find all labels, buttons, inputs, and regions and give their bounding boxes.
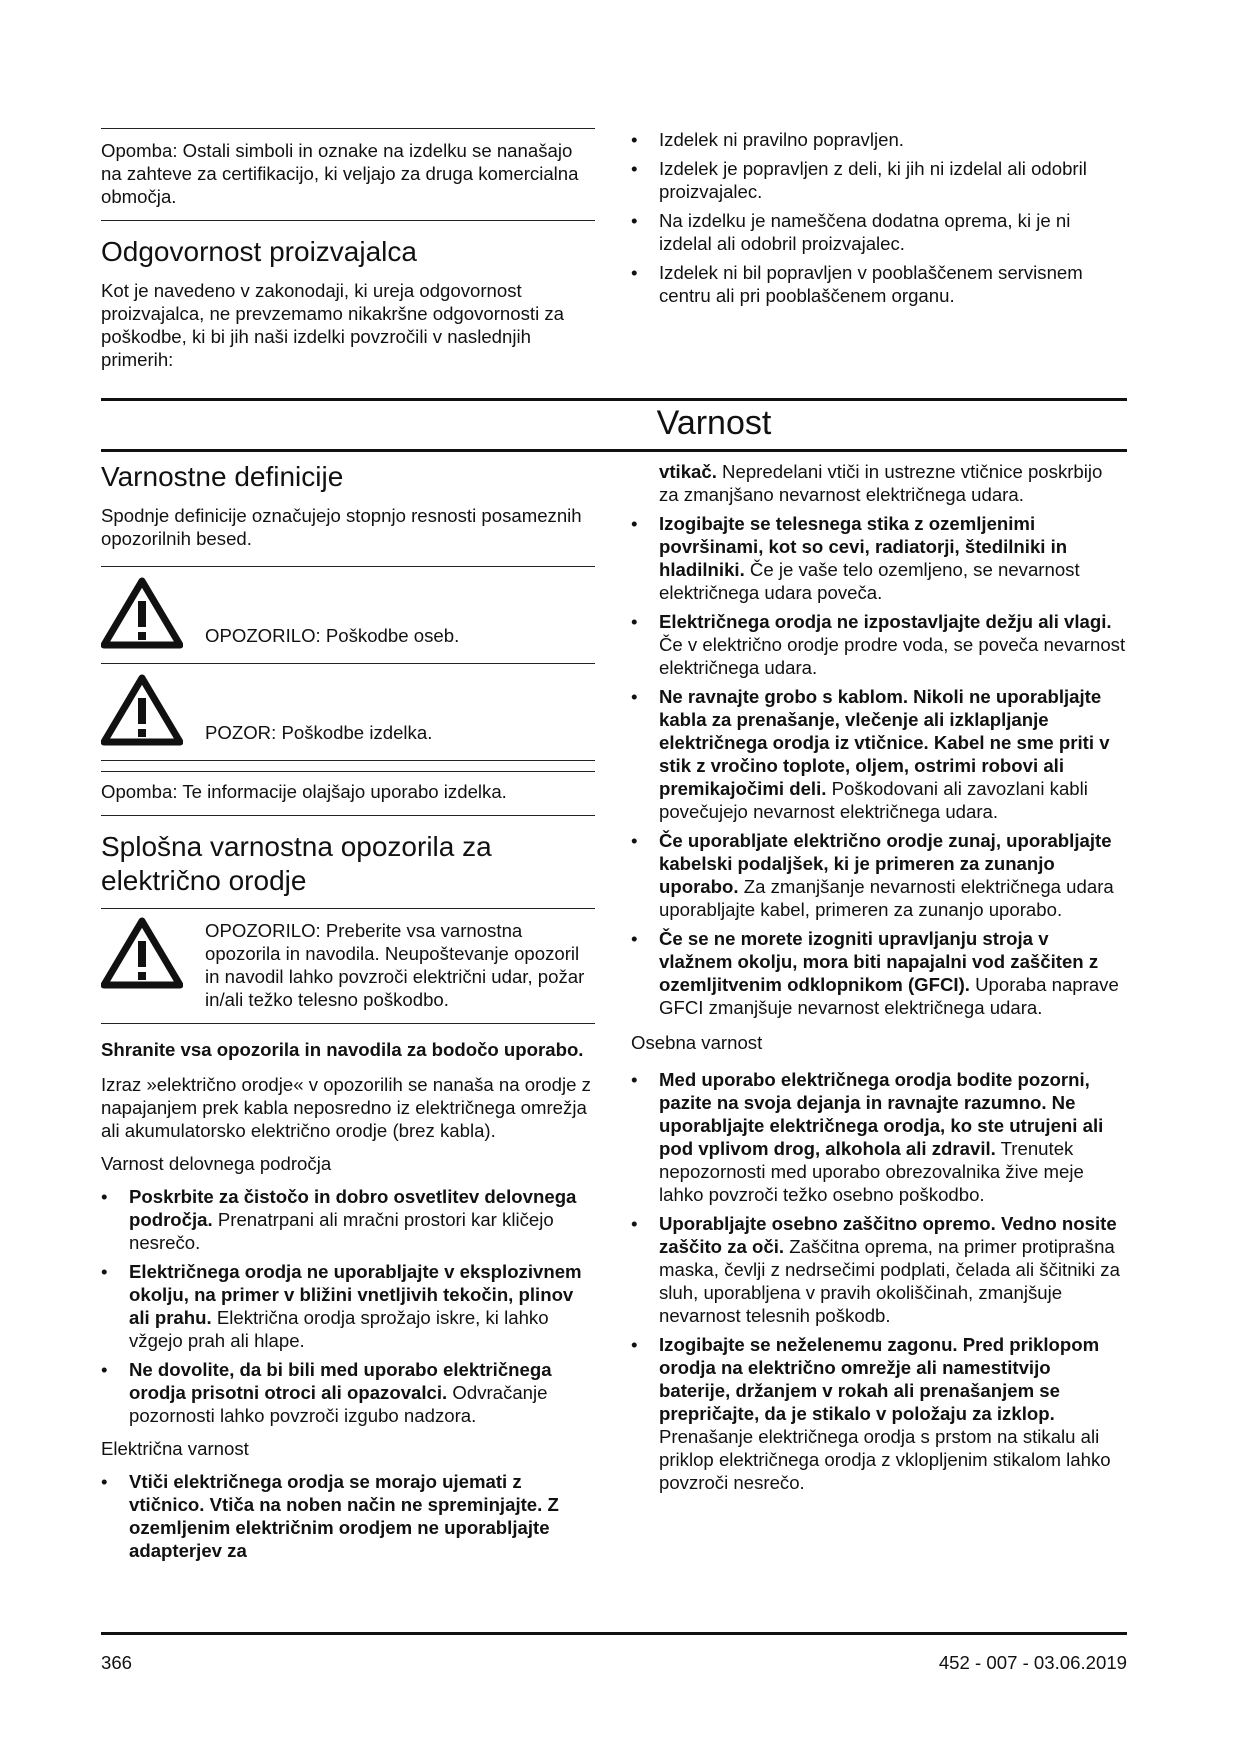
manufacturer-liability-heading: Odgovornost proizvajalca <box>101 236 417 267</box>
general-safety-heading: Splošna varnostna opozorila za električno orodje <box>101 831 492 896</box>
electrical-safety-list-start <box>101 1470 595 1562</box>
work-area-list <box>101 1185 595 1427</box>
footer-rule <box>101 1632 1127 1635</box>
list-item: • Električnega orodja ne izpostavljajte dežju ali vlagi. Če v električno orodje prodre voda, se poveča nevarnost električnega udara. <box>631 610 1127 679</box>
note-label: Opomba: <box>101 140 178 161</box>
certification-note-text: Opomba: Ostali simboli in oznake na izdelku se nanašajo na zahteve za certifikacijo, ki veljajo za druga komercialna območja. <box>101 140 579 207</box>
electrical-safety-heading: Električna varnost <box>101 1438 249 1459</box>
safety-definitions-heading: Varnostne definicije <box>101 461 344 492</box>
keep-instructions-text: Shranite vsa opozorila in navodila za bodočo uporabo. <box>101 1039 584 1060</box>
right-column <box>631 460 1127 1500</box>
list-item: • Če uporabljate električno orodje zunaj, uporabljajte kabelski podaljšek, ki je primeren za zunanjo uporabo. Za zmanjšanje nevarnosti električnega udara uporabljajte kabel, primeren za zunanjo uporabo. <box>631 829 1127 921</box>
warning-triangle-icon <box>101 674 183 746</box>
list-item: • Ne ravnajte grobo s kablom. Nikoli ne uporabljajte kabla za prenašanje, vlečenje ali izklapljanje električnega orodja iz vtičnice. Kabel ne sme priti v stik z vročino toplote, oljem, ostrimi robovi ali premikajočimi deli. Poškodovani ali zavozlani kabli povečujejo nevarnost električnega udara. <box>631 685 1127 823</box>
section-banner <box>101 398 1127 452</box>
usage-note <box>101 771 595 816</box>
safety-definitions-paragraph: Spodnje definicije označujejo stopnjo resnosti posameznih opozorilnih besed. <box>101 505 582 549</box>
list-item: • Izogibajte se telesnega stika z ozemljenimi površinami, kot so cevi, radiatorji, štedilniki in hladilniki. Če je vaše telo ozemljeno, se nevarnost električnega udara poveča. <box>631 512 1127 604</box>
warning-triangle-icon <box>101 577 183 649</box>
list-item: • Izdelek ni pravilno popravljen. <box>631 128 1127 151</box>
read-instructions-text: OPOZORILO: Preberite vsa varnostna opozorila in navodila. Neupoštevanje opozoril in navodil lahko povzroči električni udar, požar in/ali težko telesno poškodbo. <box>205 920 585 1010</box>
certification-note <box>101 128 595 221</box>
warning-definition <box>101 566 595 664</box>
list-item: • Ne dovolite, da bi bili med uporabo električnega orodja prisotni otroci ali opazovalci. Odvračanje pozornosti lahko povzroči izgubo nadzora. <box>101 1358 595 1427</box>
liability-cases-list <box>631 128 1127 307</box>
usage-note-text: Opomba: Te informacije olajšajo uporabo izdelka. <box>101 781 507 802</box>
list-item: • Če se ne morete izogniti upravljanju stroja v vlažnem okolju, mora biti napajalni vod zaščiten z ozemljitvenim odklopnikom (GFCI). Uporaba naprave GFCI zmanjšuje nevarnost električnega udara. <box>631 927 1127 1019</box>
list-item: • Izdelek ni bil popravljen v pooblaščenem servisnem centru ali pri pooblaščenem organu. <box>631 261 1127 307</box>
list-item: • Med uporabo električnega orodja bodite pozorni, pazite na svoja dejanja in ravnajte razumno. Ne uporabljajte električnega orodja, ko ste utrujeni ali pod vplivom drog, alkohola ali zdravil. Trenutek nepozornosti med uporabo obrezovalnika žive meje lahko povzroči težko osebno poškodbo. <box>631 1068 1127 1206</box>
work-area-heading: Varnost delovnega področja <box>101 1153 332 1174</box>
document-code: 452 - 007 - 03.06.2019 <box>938 1652 1127 1673</box>
list-item: • Vtiči električnega orodja se morajo ujemati z vtičnico. Vtiča na noben način ne spreminjajte. Z ozemljenim električnim orodjem ne uporabljajte adapterjev za <box>101 1470 595 1562</box>
warning-definition-text: OPOZORILO: Poškodbe oseb. <box>205 625 460 646</box>
caution-definition <box>101 664 595 761</box>
caution-definition-text: POZOR: Poškodbe izdelka. <box>205 722 433 743</box>
list-item: • Poskrbite za čistočo in dobro osvetlitev delovnega področja. Prenatrpani ali mračni prostori kar kličejo nesrečo. <box>101 1185 595 1254</box>
top-left-column <box>101 128 595 371</box>
top-right-column <box>631 128 1127 313</box>
continued-text: vtikač. Nepredelani vtiči in ustrezne vtičnice poskrbijo za zmanjšano nevarnost električnega udara. <box>659 461 1103 505</box>
page-number: 366 <box>101 1652 133 1673</box>
personal-safety-list <box>631 1068 1127 1494</box>
list-item: • Na izdelku je nameščena dodatna oprema, ki je ni izdelal ali odobril proizvajalec. <box>631 209 1127 255</box>
left-column <box>101 460 595 1568</box>
list-item: • Uporabljajte osebno zaščitno opremo. Vedno nosite zaščito za oči. Zaščitna oprema, na primer protiprašna maska, čevlji z nedrsečimi podplati, čelada ali ščitniki za sluh, uporabljena v pravih okoliščinah, zmanjšuje nevarnost telesnih poškodb. <box>631 1212 1127 1327</box>
list-item: • Električnega orodja ne uporabljajte v eksplozivnem okolju, na primer v bližini vnetljivih tekočin, plinov ali prahu. Električna orodja sprožajo iskre, ki lahko vžgejo prah ali hlape. <box>101 1260 595 1352</box>
list-item: • Izogibajte se neželenemu zagonu. Pred priklopom orodja na električno omrežje ali namestitvijo baterije, držanjem v rokah ali prenašanjem se prepričajte, da je stikalo v položaju za izklop. Prenašanje električnega orodja s prstom na stikalu ali priklop električnega orodja z vklopljenim stikalom lahko povzroči nesrečo. <box>631 1333 1127 1494</box>
list-item: • Izdelek je popravljen z deli, ki jih ni izdelal ali odobril proizvajalec. <box>631 157 1127 203</box>
read-instructions-warning <box>101 908 595 1024</box>
warning-triangle-icon <box>101 917 183 989</box>
electrical-safety-list <box>631 512 1127 1019</box>
term-definition-paragraph: Izraz »električno orodje« v opozorilih se nanaša na orodje z napajanjem prek kabla neposredno iz električnega omrežja ali akumulatorsko električno orodje (brez kabla). <box>101 1074 591 1141</box>
personal-safety-heading: Osebna varnost <box>631 1032 763 1053</box>
section-title: Varnost <box>656 404 772 442</box>
manufacturer-liability-paragraph: Kot je navedeno v zakonodaji, ki ureja odgovornost proizvajalca, ne prevzemamo nikakršne odgovornosti za poškodbe, ki bi jih naši izdelki povzročili v naslednjih primerih: <box>101 280 565 370</box>
